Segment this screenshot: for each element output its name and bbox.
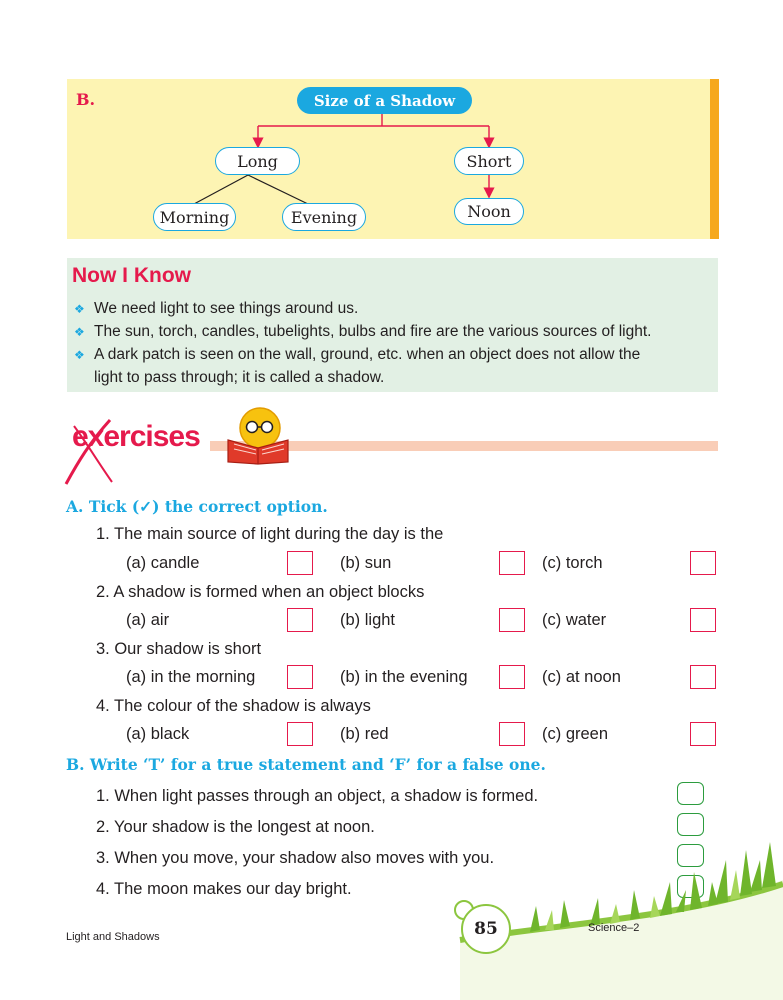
option-c-label: (c) green xyxy=(542,725,609,743)
option-b-label: (b) light xyxy=(340,611,396,629)
statement-text: 3. When you move, your shadow also moves with you. xyxy=(96,849,495,867)
node-morning: Morning xyxy=(153,203,236,231)
option-b-label: (b) red xyxy=(340,725,389,743)
statement-text: 2. Your shadow is the longest at noon. xyxy=(96,818,375,836)
reading-emoji-icon xyxy=(222,404,294,466)
option-c-checkbox[interactable] xyxy=(690,665,716,689)
diamond-bullet-icon: ❖ xyxy=(74,348,85,362)
statement-text: 1. When light passes through an object, a shadow is formed. xyxy=(96,787,539,805)
option-b-checkbox[interactable] xyxy=(499,608,525,632)
now-i-know-title: Now I Know xyxy=(72,264,191,287)
know-item xyxy=(74,320,714,344)
option-b-checkbox[interactable] xyxy=(499,722,525,746)
book-name: Science–2 xyxy=(588,922,640,934)
know-item xyxy=(74,343,714,367)
diamond-bullet-icon: ❖ xyxy=(74,325,85,339)
line-long-evening xyxy=(248,175,308,204)
diagram-connectors xyxy=(0,0,783,260)
option-a-checkbox[interactable] xyxy=(287,608,313,632)
know-item-text: light to pass through; it is called a shadow. xyxy=(94,369,385,386)
know-item-text: A dark patch is seen on the wall, ground, etc. when an object does not allow the xyxy=(94,346,641,363)
option-b-checkbox[interactable] xyxy=(499,665,525,689)
option-b-label: (b) in the evening xyxy=(340,668,468,686)
question-text: 1. The main source of light during the day is the xyxy=(96,525,444,543)
question-text: 4. The colour of the shadow is always xyxy=(96,697,371,715)
option-c-label: (c) water xyxy=(542,611,607,629)
know-item xyxy=(74,366,714,389)
page-number: 85 xyxy=(461,904,511,954)
exercises-title: exercises xyxy=(72,420,200,453)
diagram-title: Size of a Shadow xyxy=(297,87,472,114)
option-a-label: (a) air xyxy=(126,611,170,629)
diagram-section-label: B. xyxy=(76,90,96,109)
diamond-bullet-icon: ❖ xyxy=(74,302,85,316)
true-false-answer-box[interactable] xyxy=(677,782,704,805)
question-text: 2. A shadow is formed when an object blocks xyxy=(96,583,425,601)
option-a-checkbox[interactable] xyxy=(287,722,313,746)
know-item-text: We need light to see things around us. xyxy=(94,300,359,317)
statement-text: 4. The moon makes our day bright. xyxy=(96,880,352,898)
option-b-label: (b) sun xyxy=(340,554,392,572)
section-b-heading: B. Write ‘T’ for a true statement and ‘F’ for a false one. xyxy=(66,755,546,774)
option-a-label: (a) in the morning xyxy=(126,668,256,686)
option-c-checkbox[interactable] xyxy=(690,608,716,632)
line-long-morning xyxy=(194,175,248,204)
know-item-text: The sun, torch, candles, tubelights, bulbs and fire are the various sources of light. xyxy=(94,323,652,340)
node-short: Short xyxy=(454,147,524,175)
option-c-checkbox[interactable] xyxy=(690,551,716,575)
option-a-label: (a) candle xyxy=(126,554,200,572)
section-a-heading: A. Tick (✓) the correct option. xyxy=(66,497,328,516)
option-c-label: (c) at noon xyxy=(542,668,621,686)
know-item xyxy=(74,297,714,321)
option-a-checkbox[interactable] xyxy=(287,551,313,575)
option-c-checkbox[interactable] xyxy=(690,722,716,746)
option-a-checkbox[interactable] xyxy=(287,665,313,689)
option-c-label: (c) torch xyxy=(542,554,603,572)
node-long: Long xyxy=(215,147,300,175)
chapter-name: Light and Shadows xyxy=(66,931,160,943)
option-a-label: (a) black xyxy=(126,725,190,743)
node-noon: Noon xyxy=(454,198,524,225)
question-text: 3. Our shadow is short xyxy=(96,640,262,658)
node-evening: Evening xyxy=(282,203,366,231)
option-b-checkbox[interactable] xyxy=(499,551,525,575)
